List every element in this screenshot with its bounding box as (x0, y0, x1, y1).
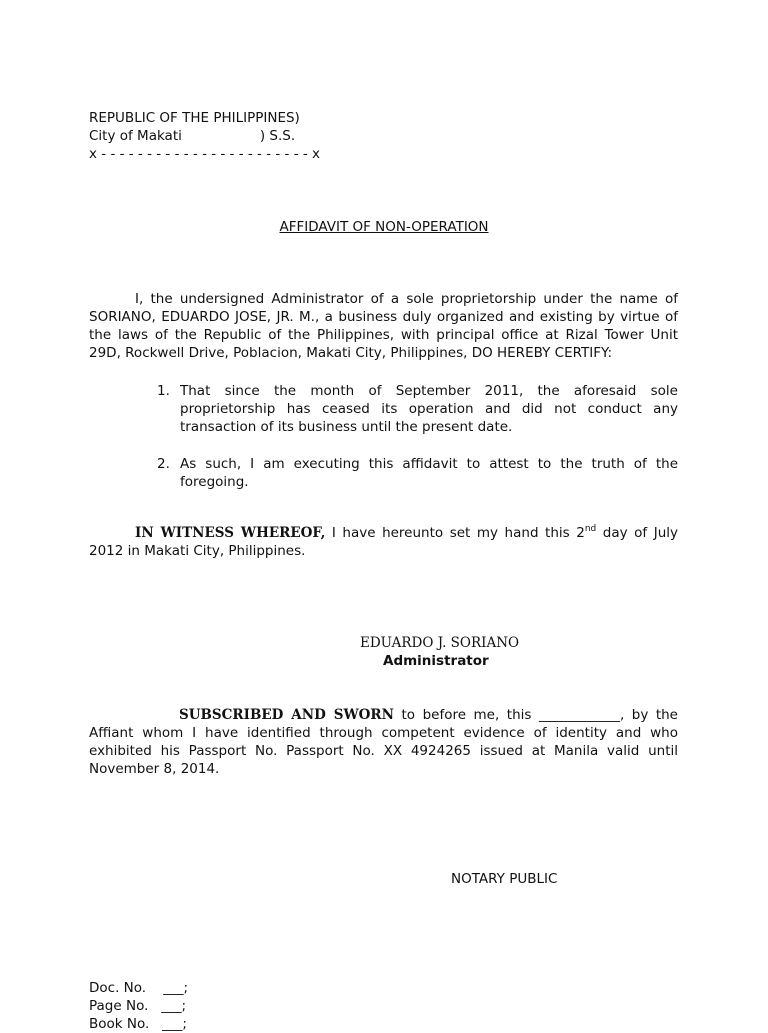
list-item (157, 455, 678, 491)
notary-public-label: NOTARY PUBLIC (451, 871, 558, 887)
witness-paragraph (89, 524, 678, 560)
intro-paragraph (89, 290, 678, 362)
doc-no: Doc. No. ___; (89, 980, 189, 996)
venue-city-line (89, 127, 320, 145)
signatory-name: EDUARDO J. SORIANO (360, 635, 520, 651)
list-item-text: As such, I am executing this affidavit to attest to the truth of the foregoing. (180, 456, 678, 490)
venue-republic: REPUBLIC OF THE PHILIPPINES) (89, 110, 300, 126)
list-item-number: 1. (157, 383, 170, 399)
jurat-paragraph (89, 706, 678, 778)
doc-refs (89, 979, 188, 1033)
witness-lead: IN WITNESS WHEREOF, (135, 525, 326, 541)
page-no: Page No. ___; (89, 998, 187, 1014)
intro-text: I, the undersigned Administrator of a sole proprietorship under the name of SORIANO, EDUARDO JOSE, JR. M., a business duly organized and existing by virtue of the laws of the Republic of the Philippines, with principal office at Rizal Tower Unit 29D, Rockwell Drive, Poblacion, Makati City, Philippines, DO HEREBY CERTIFY: (89, 291, 678, 361)
jurat-text: to before me, this ____________, by the Affiant whom I have identified through competent evidence of identity and who exhibited his Passport No. Passport No. XX 4924265 issued at Manila valid until November 8, 2014. (89, 707, 678, 777)
day-suffix: nd (584, 524, 597, 534)
jurat-lead: SUBSCRIBED AND SWORN (179, 707, 394, 723)
venue-block (89, 109, 320, 163)
venue-separator: x - - - - - - - - - - - - - - - - - - - - - - - x (89, 146, 321, 162)
list-item (157, 382, 678, 436)
venue-city: City of Makati (89, 128, 182, 144)
venue-ss: ) S.S. (259, 128, 296, 144)
witness-text-before: I have hereunto set my hand this 2 (325, 525, 585, 541)
document-title: AFFIDAVIT OF NON-OPERATION (279, 219, 489, 235)
book-no: Book No. ___; (89, 1016, 187, 1032)
signatory-title: Administrator (383, 653, 489, 669)
list-item-number: 2. (157, 456, 170, 472)
list-item-text: That since the month of September 2011, the aforesaid sole proprietorship has ceased its operation and did not conduct any transaction of its business until the present date. (180, 383, 678, 435)
witness-text-after: day of July 2012 in Makati City, Philippines. (89, 525, 679, 559)
